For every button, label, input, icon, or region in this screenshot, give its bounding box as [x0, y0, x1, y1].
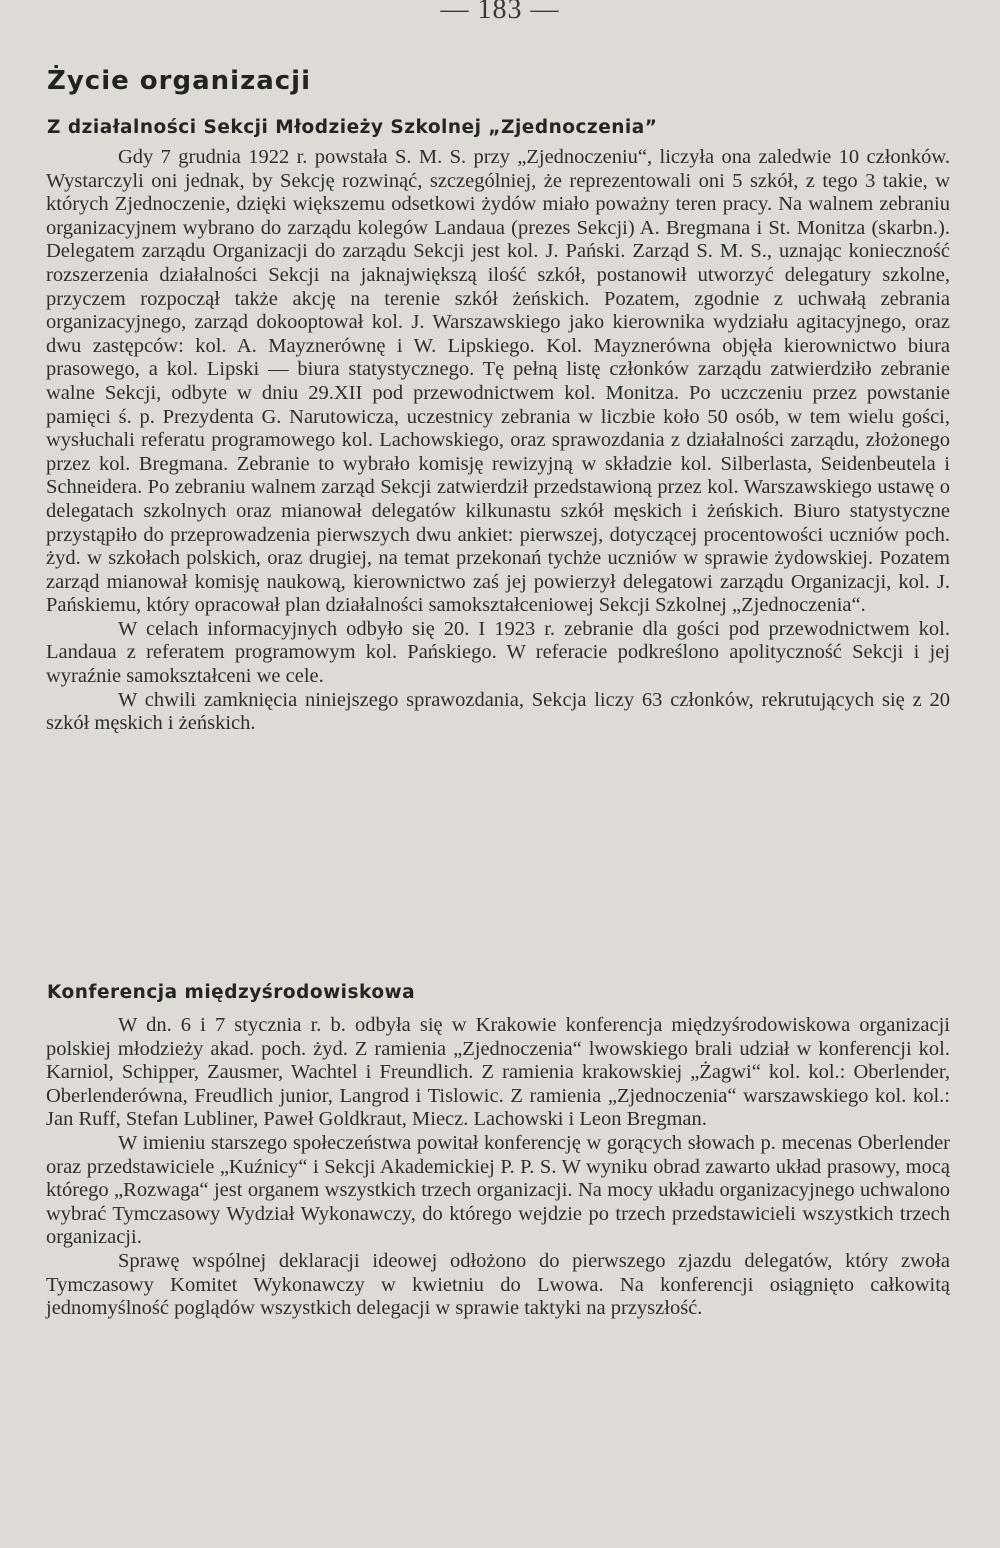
article-conference	[46, 1014, 950, 1321]
paragraph: Sprawę wspólnej deklaracji ideowej odłożono do pierwszego zjazdu delegatów, który zwoła Tymczasowy Komitet Wykonawczy w kwietniu do Lwowa. Na konferencji osiągnięto całkowitą jednomyślność poglądów wszystkich delegacji w sprawie taktyki na przyszłość.	[46, 1249, 950, 1320]
paragraph: Gdy 7 grudnia 1922 r. powstała S. M. S. przy „Zjednoczeniu“, liczyła ona zaledwie 10 członków. Wystarczyli oni jednak, by Sekcję rozwinąć, szczególniej, że reprezentowali oni 5 szkół, z tego 3 takie, w których Zjednoczenie, dzięki większemu odsetkowi żydów miało poważny teren pracy. Na walnem zebraniu organizacyjnem wybrano do zarządu kolegów Landaua (prezes Sekcji) A. Bregmana i St. Monitza (skarbn.). Delegatem zarządu Organizacji do zarządu Sekcji jest kol. J. Pański. Zarząd S. M. S., uznając konieczność rozszerzenia działalności Sekcji na jaknajwiększą ilość szkół, postanowił utworzyć delegatury szkolne, przyczem rozpoczął także akcję na terenie szkół żeńskich. Pozatem, zgodnie z uchwałą zebrania organizacyjnego, zarząd dokooptował kol. J. Warszawskiego jako kierownika wydziału agitacyjnego, oraz dwu zastępców: kol. A. Mayznerównę i W. Lipskiego. Kol. Mayznerówna objęła kierownictwo biura prasowego, a kol. Lipski — biura statystycznego. Tę pełną listę członków zarządu zatwierdziło zebranie walne Sekcji, odbyte w dniu 29.XII pod przewodnictwem kol. Monitza. Po uczczeniu przez powstanie pamięci ś. p. Prezydenta G. Narutowicza, uczestnicy zebrania w liczbie koło 50 osób, w tem wielu gości, wysłuchali referatu programowego kol. Lachowskiego, oraz sprawozdania z działalności zarządu, złożonego przez kol. Bregmana. Zebranie to wybrało komisję rewizyjną w składzie kol. Silberlasta, Seidenbeutela i Schneidera. Po zebraniu walnem zarząd Sekcji zatwierdził przedstawioną przez kol. Warszawskiego ustawę o delegatach szkolnych oraz mianował delegatów kilkunastu szkół męskich i żeńskich. Biuro statystyczne przystąpiło do przeprowadzenia pierwszych dwu ankiet: pierwszej, dotyczącej procentowości uczniów poch. żyd. w szkołach polskich, oraz drugiej, na temat przekonań tychże uczniów w sprawie żydowskiej. Pozatem zarząd mianował komisję naukową, kierownictwo zaś jej powierzył delegatowi zarządu Organizacji, kol. J. Pańskiemu, który opracował plan działalności samokształceniowej Sekcji Szkolnej „Zjednoczenia“.	[46, 146, 950, 617]
paragraph: W celach informacyjnych odbyło się 20. I 1923 r. zebranie dla gości pod przewodnictwem kol. Landaua z referatem programowym kol. Pańskiego. W referacie podkreślono apolityczność Sekcji i jej wyraźnie samokształceni we cele.	[46, 617, 950, 688]
paragraph: W imieniu starszego społeczeństwa powitał konferencję w gorących słowach p. mecenas Oberlender oraz przedstawiciele „Kuźnicy“ i Sekcji Akademickiej P. P. S. W wyniku obrad zawarto układ prasowy, mocą którego „Rozwaga“ jest organem wszystkich trzech organizacji. Na mocy układu organizacyjnego uchwalono wybrać Tymczasowy Wydział Wykonawczy, do którego wejdzie po trzech przedstawicieli wszystkich trzech organizacji.	[46, 1131, 950, 1249]
paragraph: W dn. 6 i 7 stycznia r. b. odbyła się w Krakowie konferencja międzyśrodowiskowa organizacji polskiej młodzieży akad. poch. żyd. Z ramienia „Zjednoczenia“ lwowskiego brali udział w konferencji kol. Karniol, Schipper, Zausmer, Wachtel i Freundlich. Z ramienia krakowskiej „Żagwi“ kol. kol.: Oberlender, Oberlenderówna, Freudlich junior, Langrod i Tislowic. Z ramienia „Zjednoczenia“ warszawskiego kol. kol.: Jan Ruff, Stefan Lubliner, Paweł Goldkraut, Miecz. Lachowski i Leon Bregman.	[46, 1014, 950, 1131]
page-number: — 183 —	[440, 0, 560, 25]
paragraph: W chwili zamknięcia niniejszego sprawozdania, Sekcja liczy 63 członków, rekrutujących się z 20 szkół męskich i żeńskich.	[46, 688, 950, 735]
subsection-heading-conference: Konferencja międzyśrodowiskowa	[47, 982, 416, 1003]
section-title: Życie organizacji	[47, 66, 311, 96]
subsection-heading-school-youth: Z działalności Sekcji Młodzieży Szkolnej „Zjednoczenia”	[47, 117, 658, 138]
article-school-youth-section	[46, 146, 950, 736]
